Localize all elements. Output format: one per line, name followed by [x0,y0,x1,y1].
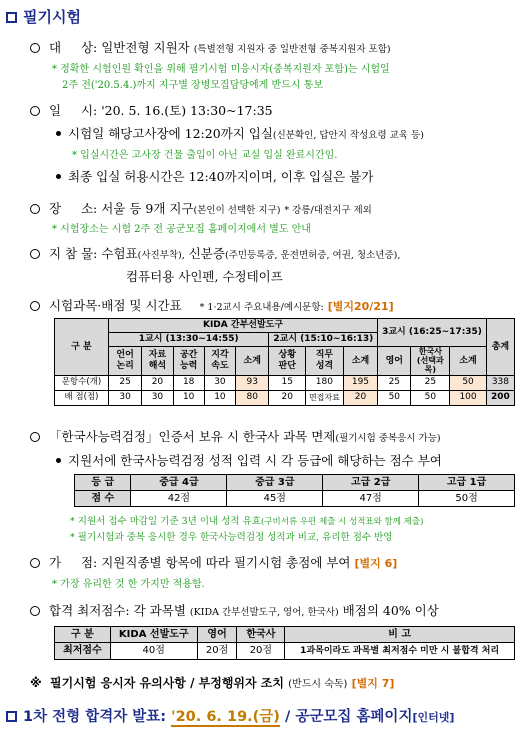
grade-score: 점 수 [75,491,131,507]
period1-header: 1교시 (13:30~14:55) [108,333,269,347]
pass-header: 한국사 [237,627,285,643]
grade-header: 등 급 [75,475,131,491]
subject-header: 자료 해석 [142,347,173,376]
table-cell: 15 [269,375,306,390]
row-label: 배 점(점) [55,390,109,405]
history-row: 「한국사능력검정」인증서 보유 시 한국사 과목 면제(필기시험 중복응시 가능) [30,427,441,445]
pass-cell: 1과목이라도 과목별 최저점수 미만 시 불합격 처리 [285,643,515,660]
table-cell: 93 [236,375,269,390]
pass-row: 합격 최저점수: 각 과목별 (KIDA 간부선발도구, 영어, 한국사) 배점의 40% 이상 [30,601,439,619]
table-cell: 25 [378,375,411,390]
grade-score: 45점 [227,491,323,507]
square-bullet-icon [6,711,17,722]
table-cell: 30 [142,390,173,405]
table-cell: 20 [343,390,377,405]
row-label: 문항수(개) [55,375,109,390]
pass-table [54,626,515,660]
table-cell: 25 [411,375,450,390]
circle-bullet-icon [30,432,40,442]
subject-header: 소계 [450,347,487,376]
target-sub2: 2주 전('20.5.4.)까지 지구별 장병모집담당에게 반드시 통보 [62,80,323,91]
pass-header: 비 고 [285,627,515,643]
history-sub1: * 지원서 접수 마감일 기준 3년 이내 성적 유효(구비서류 우편 제출 시 성적표와 함께 제출) [70,516,424,527]
table-cell: 180 [306,375,344,390]
period2-header: 2교시 (15:10~16:13) [269,333,378,347]
table-cell: 50 [378,390,411,405]
dot-bullet-icon [56,131,61,136]
subject-header: 언어 논리 [108,347,141,376]
items-line2: 컴퓨터용 사인펜, 수정테이프 [126,269,283,284]
subject-header: 공간 능력 [173,347,204,376]
table-cell: 20 [269,390,306,405]
reference-mark-icon: ※ [30,676,42,690]
circle-bullet-icon [30,606,40,616]
period3-header: 3교시 (16:25~17:35) [378,319,487,347]
date-bullet2: 최종 입실 허용시간은 12:40까지이며, 이후 입실은 불가 [56,167,373,185]
pass-header: KIDA 선발도구 [110,627,197,643]
table-cell: 20 [142,375,173,390]
exam-schedule-table [54,318,515,406]
subject-header: 한국사 (선택과목) [411,347,450,376]
table-cell: 10 [173,390,204,405]
subject-header: 영어 [378,347,411,376]
pass-cell: 20점 [237,643,285,660]
table-cell: 338 [486,375,514,390]
grade-header: 중급 3급 [227,475,323,491]
grade-score: 47점 [323,491,419,507]
notice-row: ※ 필기시험 응시자 유의사항 / 부정행위자 조치 (반드시 숙독) [별지 7] [30,676,395,690]
result-date: '20. 6. 19.(금) [171,709,280,725]
table-cell: 30 [108,390,141,405]
table-cell: 10 [204,390,235,405]
section-title: 필기시험 [6,6,81,27]
table-cell: 195 [343,375,377,390]
subject-header: 상황 판단 [269,347,306,376]
history-bullet: 지원서에 한국사능력검정 성적 입력 시 각 등급에 해당하는 점수 부여 [56,451,442,469]
table-cell: 30 [204,375,235,390]
table-cell: 면접자료 [306,390,344,405]
dot-bullet-icon [56,458,61,463]
history-grade-table [74,474,515,507]
table-cell: 18 [173,375,204,390]
date-sub: * 입실시간은 고사장 건물 출입이 아닌 교실 입실 완료시간임. [72,150,338,161]
date-row: 일 시: '20. 5. 16.(토) 13:30~17:35 [30,101,273,119]
pass-cell: 20점 [197,643,237,660]
pass-cell: 40점 [110,643,197,660]
table-group-label: 구 분 [55,319,109,376]
target-row: 대 상: 일반전형 지원자 (특별전형 지원자 중 일반전형 중복지원자 포함) [30,38,391,56]
subject-header: 직무 성격 [306,347,344,376]
table-cell: 50 [450,375,487,390]
place-row: 장 소: 서울 등 9개 지구(본인이 선택한 지구) * 강릉/대전지구 제외 [30,199,372,217]
table-cell: 200 [486,390,514,405]
circle-bullet-icon [30,204,40,214]
grade-header: 중급 4급 [131,475,227,491]
kida-header: KIDA 간부선발도구 [108,319,377,333]
table-cell: 25 [108,375,141,390]
table-cell: 100 [450,390,487,405]
grade-score: 50점 [419,491,515,507]
result-row: 1차 전형 합격자 발표: '20. 6. 19.(금) / 공군모집 홈페이지[인터넷] [6,705,454,726]
items-row: 지 참 물: 수험표(사진부착), 신분증(주민등록증, 운전면허증, 여권, 청소년증), [30,244,400,262]
bonus-sub: * 가장 유리한 것 한 가지만 적용함. [52,579,205,590]
target-sub1: * 정확한 시험인원 확인을 위해 필기시험 미응시자(중복지원자 포함)는 시험일 [52,64,390,75]
grade-score: 42점 [131,491,227,507]
circle-bullet-icon [30,106,40,116]
pass-header: 구 분 [55,627,111,643]
subjects-row: 시험과목·배점 및 시간표 * 1·2교시 주요내용/예시문항: [별지20/21] [30,296,394,314]
place-sub: * 시험장소는 시험 2주 전 공군모집 홈페이지에서 별도 안내 [52,224,311,235]
square-bullet-icon [6,12,17,23]
table-cell: 50 [411,390,450,405]
total-header: 총계 [486,319,514,376]
dot-bullet-icon [56,174,61,179]
table-cell: 80 [236,390,269,405]
pass-cell: 최저점수 [55,643,111,660]
circle-bullet-icon [30,301,40,311]
bonus-row: 가 점: 지원직종별 항목에 따라 필기시험 총점에 부여 [별지 6] [30,553,397,571]
circle-bullet-icon [30,43,40,53]
subject-header: 지각 속도 [204,347,235,376]
history-sub2: * 필기시험과 중복 응시한 경우 한국사능력검정 성적과 비교, 유리한 점수 반영 [70,532,393,543]
grade-header: 고급 1급 [419,475,515,491]
subject-header: 소계 [343,347,377,376]
pass-header: 영어 [197,627,237,643]
subject-header: 소계 [236,347,269,376]
circle-bullet-icon [30,249,40,259]
grade-header: 고급 2급 [323,475,419,491]
circle-bullet-icon [30,558,40,568]
date-bullet1: 시험일 해당고사장에 12:20까지 입실(신분확인, 답안지 작성요령 교육 등) [56,124,424,142]
